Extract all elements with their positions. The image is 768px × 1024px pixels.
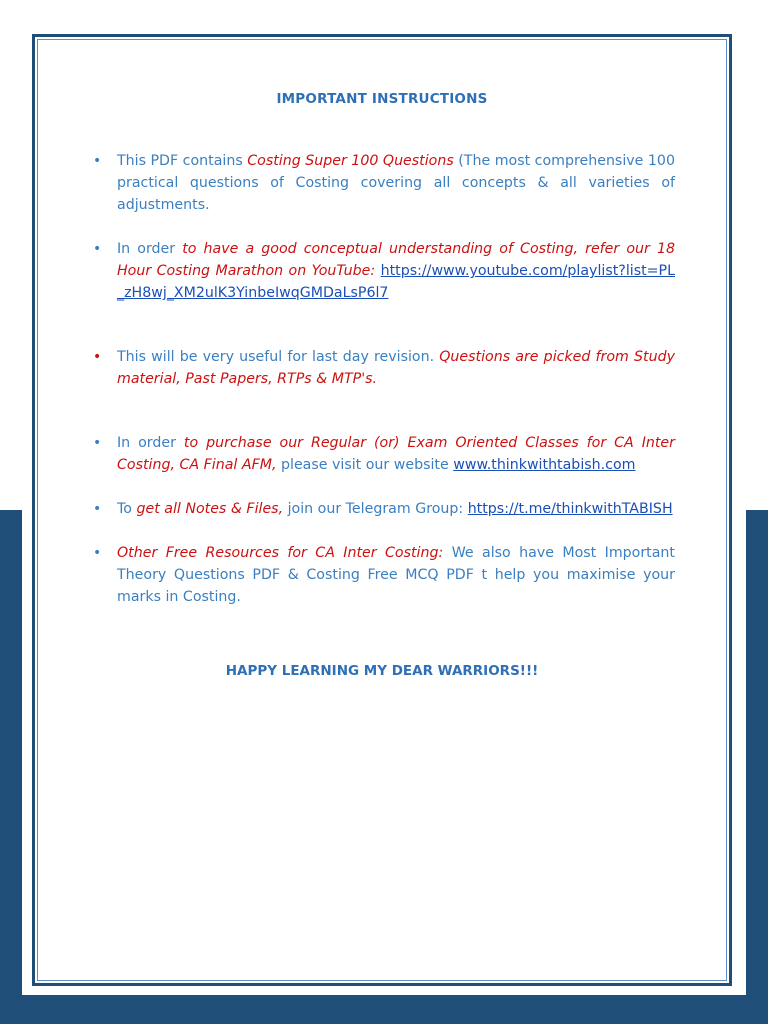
item-text: In order	[117, 435, 184, 451]
item-emphasis: Other Free Resources for CA Inter Costing:	[117, 545, 444, 561]
page-frame	[32, 34, 732, 986]
item-text: This will be very useful for last day revision.	[117, 349, 440, 365]
youtube-playlist-link[interactable]: https://www.youtube.com/playlist?list=PL_zH8wj_XM2ulK3YinbeIwqGMDaLsP6l7	[117, 263, 676, 301]
bullet-icon: •	[93, 545, 102, 561]
item-emphasis: to have a good conceptual understanding of Costing, refer our 18 Hour Costing Marathon on YouTube:	[117, 241, 675, 279]
bullet-icon: •	[93, 241, 102, 257]
item-emphasis: get all Notes & Files,	[136, 501, 284, 517]
bullet-icon: •	[93, 435, 102, 451]
bullet-icon: •	[93, 153, 102, 169]
list-item	[93, 542, 675, 608]
bullet-icon: •	[93, 501, 102, 517]
left-side-band	[0, 510, 22, 1024]
page-title: IMPORTANT INSTRUCTIONS	[276, 91, 488, 107]
item-emphasis: to purchase our Regular (or) Exam Oriented Classes for CA Inter Costing, CA Final AFM,	[117, 435, 675, 473]
item-text: (The most comprehensive 100 practical questions of Costing covering all concepts & all varieties of adjustments.	[117, 153, 675, 213]
item-text: please visit our website	[276, 457, 454, 473]
website-link[interactable]: www.thinkwithtabish.com	[453, 457, 636, 473]
right-side-band	[746, 510, 768, 1024]
item-text: To	[117, 501, 137, 517]
list-item	[93, 432, 675, 476]
list-item	[93, 498, 675, 520]
bullet-icon: •	[93, 349, 102, 365]
list-item	[93, 238, 675, 304]
item-text: In order	[117, 241, 183, 257]
item-emphasis: Questions are picked from Study material, Past Papers, RTPs & MTP's.	[117, 349, 675, 387]
closing-message: HAPPY LEARNING MY DEAR WARRIORS!!!	[225, 663, 539, 679]
list-item	[93, 150, 675, 216]
telegram-group-link[interactable]: https://t.me/thinkwithTABISH	[467, 501, 673, 517]
instructions-list	[93, 150, 675, 608]
item-text: We also have Most Important Theory Questions PDF & Costing Free MCQ PDF t help you maximise your marks in Costing.	[117, 545, 675, 605]
item-text: This PDF contains	[117, 153, 248, 169]
bottom-band	[0, 995, 768, 1024]
item-text: join our Telegram Group:	[283, 501, 464, 517]
list-item	[93, 346, 675, 390]
item-emphasis: Costing Super 100 Questions	[247, 153, 454, 169]
